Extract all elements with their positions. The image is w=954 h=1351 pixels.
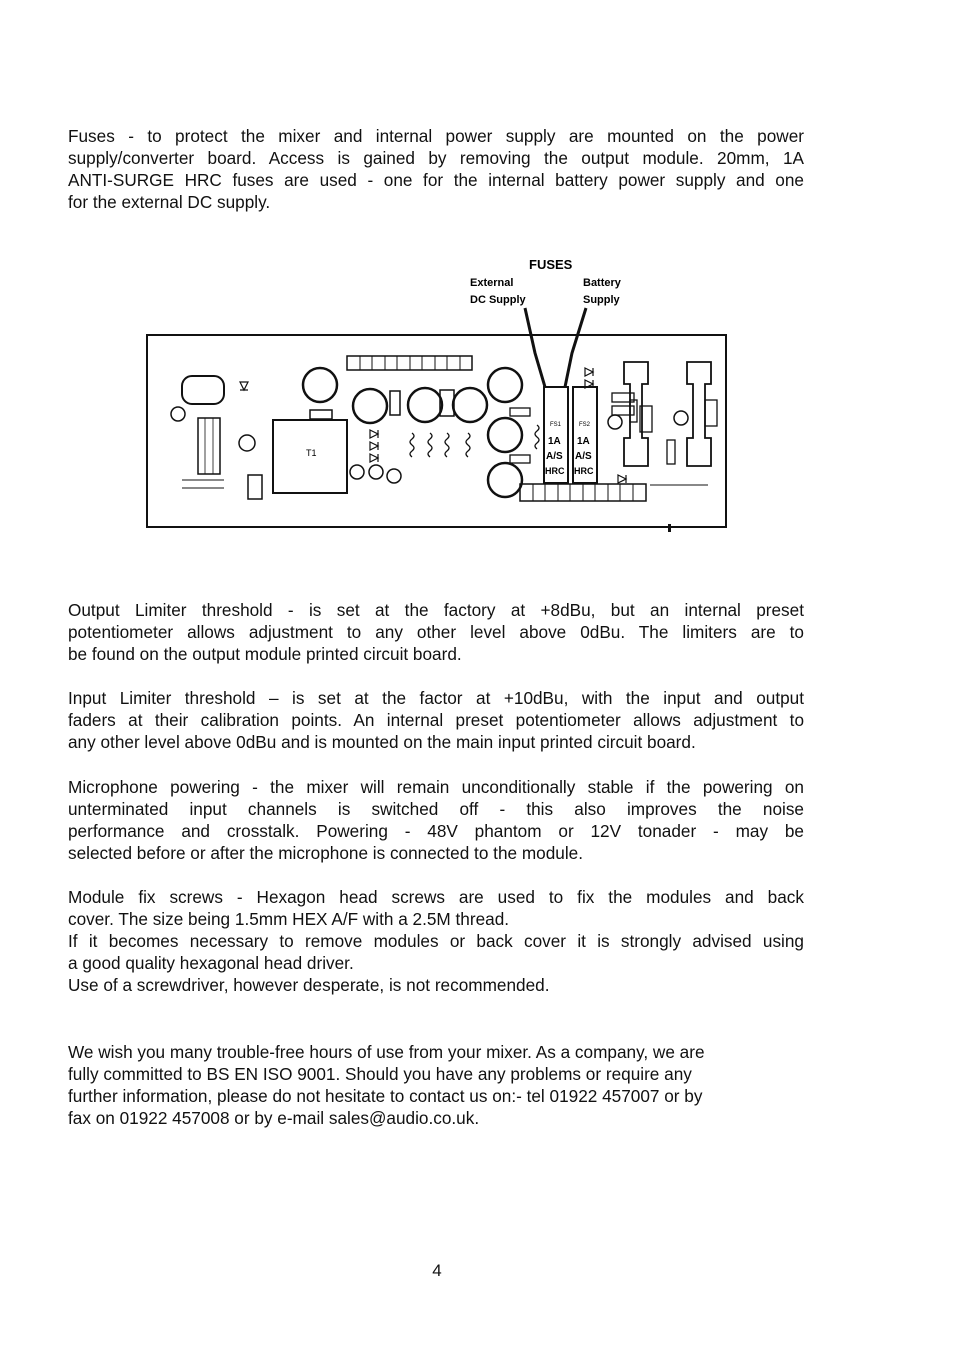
capacitor-c8	[488, 463, 522, 497]
text-line: We wish you many trouble-free hours of use from your mixer. As a company, we are	[68, 1042, 705, 1062]
transformer-label: T1	[306, 448, 317, 458]
text-line: potentiometer allows adjustment to any other level above 0dBu. The limiters are to	[68, 622, 804, 642]
text-line: further information, please do not hesitate to contact us on:- tel 01922 457007 or by	[68, 1086, 703, 1106]
text-line: Module fix screws - Hexagon head screws are used to fix the modules and back	[68, 887, 804, 907]
fuses-heading: FUSES	[529, 257, 573, 272]
text-line: selected before or after the microphone is connected to the module.	[68, 843, 583, 863]
capacitor-c16	[453, 388, 487, 422]
module-fix-paragraph	[68, 886, 804, 996]
pcb-fuse-diagram	[140, 250, 740, 540]
closing-paragraph	[68, 1041, 804, 1129]
text-line: supply/converter board. Access is gained by removing the output module. 20mm, 1A	[68, 148, 804, 168]
external-label-1: External	[470, 277, 514, 289]
fuse-battery-class: HRC	[574, 466, 594, 476]
mic-powering-paragraph	[68, 776, 804, 864]
text-line: Use of a screwdriver, however desperate, is not recommended.	[68, 975, 550, 995]
capacitor-c13	[408, 388, 442, 422]
battery-pointer	[565, 308, 586, 387]
fuse-battery-type: A/S	[575, 451, 592, 462]
text-line: Fuses - to protect the mixer and internal power supply are mounted on the power	[68, 126, 804, 146]
text-line: any other level above 0dBu and is mounted on the main input printed circuit board.	[68, 732, 696, 752]
text-line: If it becomes necessary to remove modules or back cover it is strongly advised using	[68, 931, 804, 951]
fuse-external-class: HRC	[545, 466, 565, 476]
battery-label-2: Supply	[583, 294, 620, 306]
fuse-external-id: FS1	[550, 422, 562, 428]
text-line: ANTI-SURGE HRC fuses are used - one for the internal battery power supply and one	[68, 170, 804, 190]
fuses-paragraph	[68, 125, 804, 213]
capacitor-c21	[353, 389, 387, 423]
page-number: 4	[432, 1261, 442, 1280]
text-line: Output Limiter threshold - is set at the factory at +8dBu, but an internal preset	[68, 600, 804, 620]
output-limiter-paragraph	[68, 599, 804, 665]
text-line: cover. The size being 1.5mm HEX A/F with a 2.5M thread.	[68, 909, 510, 929]
text-line: performance and crosstalk. Powering - 48V phantom or 12V tonader - may be	[68, 821, 804, 841]
ic3	[198, 418, 220, 474]
text-line: faders at their calibration points. An internal preset potentiometer allows adjustment to	[68, 710, 804, 730]
regulator-ic1	[624, 362, 648, 466]
text-line: fully committed to BS EN ISO 9001. Should you have any problems or require any	[68, 1064, 692, 1084]
fuse-battery-id: FS2	[579, 422, 591, 428]
capacitor-c11	[303, 368, 337, 402]
fuse-external-rating: 1A	[548, 436, 561, 447]
text-line: fax on 01922 457008 or by e-mail sales@audio.co.uk.	[68, 1108, 480, 1128]
text-line: Microphone powering - the mixer will remain unconditionally stable if the powering on	[68, 777, 804, 797]
pcb-outline	[147, 335, 726, 527]
text-line: Input Limiter threshold – is set at the factor at +10dBu, with the input and output	[68, 688, 804, 708]
text-line: a good quality hexagonal head driver.	[68, 953, 354, 973]
text-line: for the external DC supply.	[68, 192, 271, 212]
text-line: be found on the output module printed circuit board.	[68, 644, 462, 664]
battery-label-1: Battery	[583, 277, 621, 289]
regulator-ic2	[687, 362, 711, 466]
external-pointer	[525, 308, 545, 387]
fuse-battery-rating: 1A	[577, 436, 590, 447]
text-line: unterminated input channels is switched off - this also improves the noise	[68, 799, 804, 819]
input-limiter-paragraph	[68, 687, 804, 753]
capacitor-c10	[488, 368, 522, 402]
vr1	[182, 376, 224, 404]
external-label-2: DC Supply	[470, 294, 526, 306]
fuse-external-type: A/S	[546, 451, 563, 462]
capacitor-c8a	[488, 418, 522, 452]
